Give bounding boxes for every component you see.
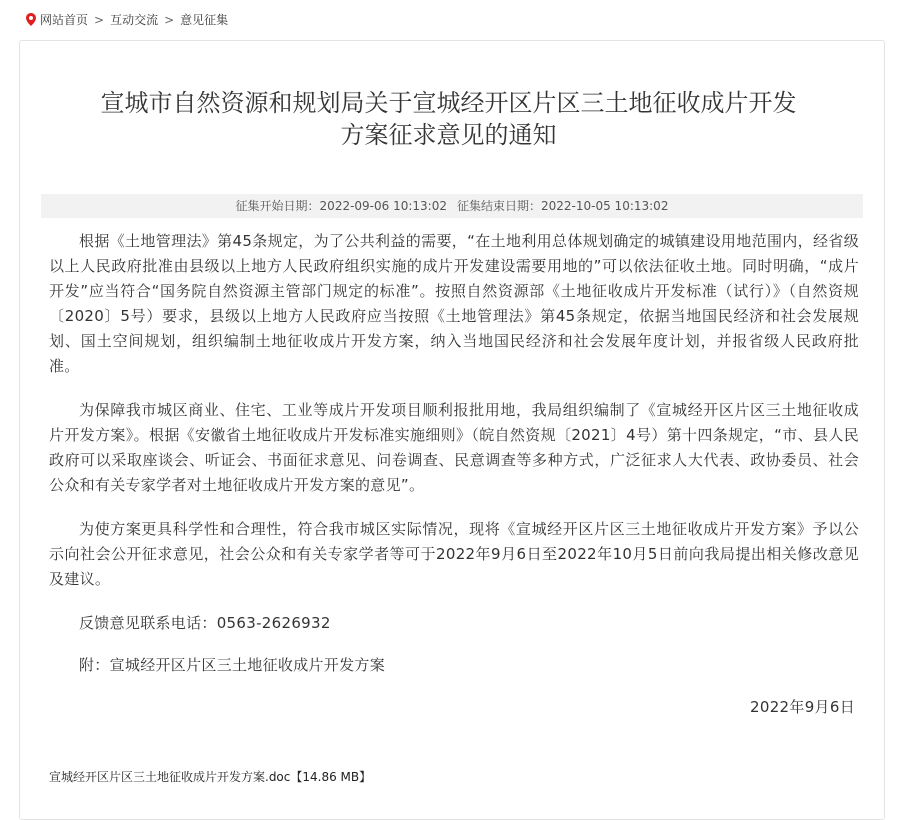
attachment-name: 宣城经开区片区三土地征收成片开发方案.doc [49,770,291,784]
breadcrumb-feedback-link[interactable]: 意见征集 [180,13,229,27]
breadcrumb-separator: > [94,12,105,27]
paragraph-3: 为使方案更具科学性和合理性，符合我市城区实际情况，现将《宣城经开区片区三土地征收成片开发方案》予以公示向社会公开征求意见，社会公众和有关专家学者等可于2022年9月6日至2022年10月5日前向我局提出相关修改意见及建议。 [49,520,859,588]
breadcrumb-separator: > [164,12,175,27]
contact-phone: 反馈意见联系电话：0563-2626932 [79,614,331,632]
paragraph-2: 为保障我市城区商业、住宅、工业等成片开发项目顺利报批用地，我局组织编制了《宣城经开区片区三土地征收成片开发方案》。根据《安徽省土地征收成片开发标准实施细则》（皖自然资规〔2021〕4号）第十四条规定，“市、县人民政府可以采取座谈会、听证会、书面征求意见、问卷调查、民意调查等多种方式，广泛征求人大代表、政协委员、社会公众和有关专家学者对土地征收成片开发方案的意见”。 [49,401,859,494]
location-pin-icon [26,13,36,26]
attachment-link-row [49,768,371,785]
paragraph-1: 根据《土地管理法》第45条规定，为了公共利益的需要，“在土地利用总体规划确定的城镇建设用地范围内，经省级以上人民政府批准由县级以上地方人民政府组织实施的成片开发建设需要用地的”可以依法征收土地。同时明确，“成片开发”应当符合“国务院自然资源主管部门规定的标准”。按照自然资源部《土地征收成片开发标准（试行）》（自然资规〔2020〕5号）要求，县级以上地方人民政府应当按照《土地管理法》第45条规定，依据当地国民经济和社会发展规划、国土空间规划，组织编制土地征收成片开发方案，纳入当地国民经济和社会发展年度计划，并报省级人民政府批准。 [49,232,859,375]
title-line-2: 方案征求意见的通知 [340,121,557,149]
collection-dates [41,194,863,218]
breadcrumb-interaction-link[interactable]: 互动交流 [110,13,159,27]
end-date: 征集结束日期：2022-10-05 10:13:02 [457,199,669,213]
breadcrumb-home-link[interactable]: 网站首页 [40,13,89,27]
page-title [40,87,857,151]
publish-date: 2022年9月6日 [750,698,855,716]
start-date: 征集开始日期：2022-09-06 10:13:02 [235,199,447,213]
attachment-size: 【14.86 MB】 [290,770,372,784]
title-line-1: 宣城市自然资源和规划局关于宣城经开区片区三土地征收成片开发 [100,89,797,117]
attachment-note: 附：宣城经开区片区三土地征收成片开发方案 [79,656,386,674]
attachment-download-link[interactable] [49,770,371,784]
breadcrumb [26,11,228,28]
article-body [49,229,859,720]
